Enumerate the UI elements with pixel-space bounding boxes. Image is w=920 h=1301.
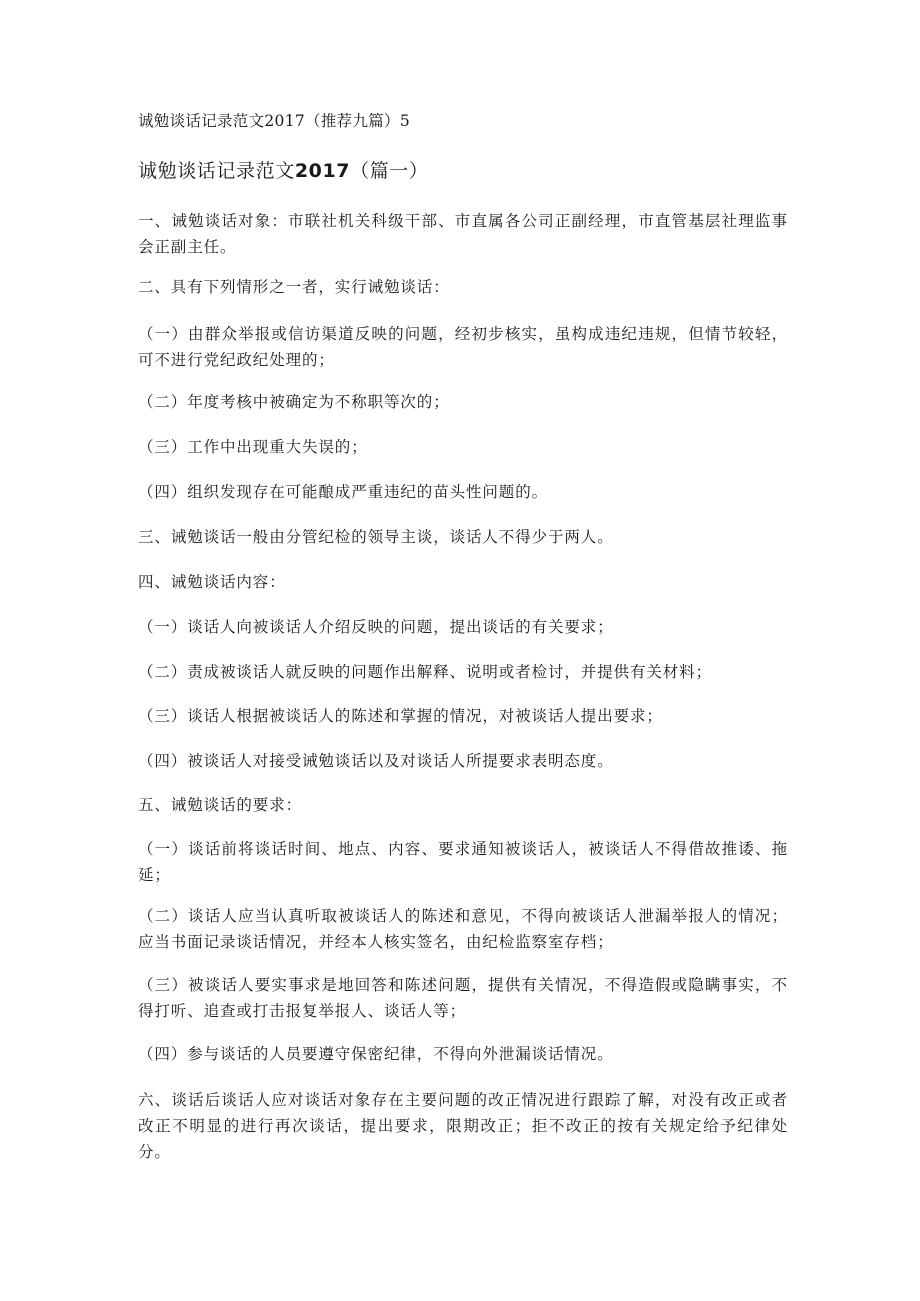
paragraph-requirement-4: （四）参与谈话的人员要遵守保密纪律，不得向外泄漏谈话情况。	[138, 1045, 614, 1063]
section-title	[138, 158, 429, 184]
paragraph-followup: 六、谈话后谈话人应对谈话对象存在主要问题的改正情况进行跟踪了解，对没有改正或者改正不明显的进行再次谈话，提出要求，限期改正；拒不改正的按有关规定给予纪律处分。	[138, 1091, 788, 1161]
section-title-suffix: （篇一）	[350, 160, 429, 182]
paragraph-content-4: （四）被谈话人对接受诫勉谈话以及对谈话人所提要求表明态度。	[138, 752, 614, 770]
document-title: 诚勉谈话记录范文2017（推荐九篇）5	[138, 112, 411, 130]
paragraph-content-1: （一）谈话人向被谈话人介绍反映的问题，提出谈话的有关要求；	[138, 618, 614, 636]
paragraph-conditions-heading: 二、具有下列情形之一者，实行诫勉谈话：	[138, 278, 450, 296]
paragraph-who-talks: 三、诫勉谈话一般由分管纪检的领导主谈，谈话人不得少于两人。	[138, 528, 614, 546]
paragraph-condition-3: （三）工作中出现重大失误的；	[138, 438, 368, 456]
paragraph-condition-2: （二）年度考核中被确定为不称职等次的；	[138, 393, 450, 411]
paragraph-requirement-1: （一）谈话前将谈话时间、地点、内容、要求通知被谈话人，被谈话人不得借故推诿、拖延；	[138, 840, 788, 884]
paragraph-content-3: （三）谈话人根据被谈话人的陈述和掌握的情况，对被谈话人提出要求；	[138, 707, 663, 725]
paragraph-condition-1: （一）由群众举报或信访渠道反映的问题，经初步核实，虽构成违纪违规，但情节较轻，可不进行党纪政纪处理的；	[138, 325, 788, 369]
paragraph-targets: 一、诫勉谈话对象：市联社机关科级干部、市直属各公司正副经理，市直管基层社理监事会正副主任。	[138, 212, 788, 256]
paragraph-requirements-heading: 五、诫勉谈话的要求：	[138, 796, 303, 814]
paragraph-content-heading: 四、诫勉谈话内容：	[138, 573, 286, 591]
section-title-year: 2017	[294, 160, 351, 182]
paragraph-condition-4: （四）组织发现存在可能酿成严重违纪的苗头性问题的。	[138, 483, 549, 501]
paragraph-requirement-3: （三）被谈话人要实事求是地回答和陈述问题，提供有关情况，不得造假或隐瞒事实，不得打听、追查或打击报复举报人、谈话人等；	[138, 976, 788, 1020]
paragraph-content-2: （二）责成被谈话人就反映的问题作出解释、说明或者检讨，并提供有关材料；	[138, 663, 713, 681]
section-title-prefix: 诚勉谈话记录范文	[138, 160, 295, 182]
paragraph-requirement-2: （二）谈话人应当认真听取被谈话人的陈述和意见，不得向被谈话人泄漏举报人的情况；应当书面记录谈话情况，并经本人核实签名，由纪检监察室存档；	[138, 907, 788, 951]
